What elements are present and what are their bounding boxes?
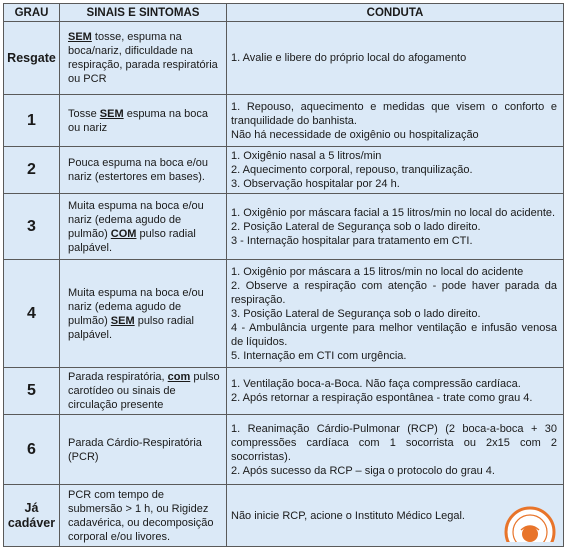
sinais-text: pulso radial palpável.	[68, 227, 196, 254]
table-row	[4, 415, 564, 485]
sinais-text: Tosse	[68, 107, 100, 120]
table-row	[4, 485, 564, 547]
conduta-line: 1. Ventilação boca-a-Boca. Não faça compressão cardíaca.	[231, 378, 521, 390]
conduta-cell	[227, 95, 564, 147]
table-row	[4, 194, 564, 260]
grau-cell: Resgate	[4, 22, 60, 95]
conduta-line: 3. Observação hospitalar por 24 h.	[231, 178, 400, 190]
sinais-text: espuma na boca ou nariz	[68, 107, 209, 134]
conduta-line: 4 - Ambulância urgente para melhor ventilação e infusão venosa de líquidos.	[231, 321, 557, 348]
sinais-cell	[60, 194, 227, 260]
sinais-text: pulso carotídeo ou sinais de circulação presente	[68, 371, 220, 411]
sinais-text: Muita espuma na boca e/ou nariz (edema agudo de pulmão)	[68, 286, 204, 327]
sinais-text: Pouca espuma na boca e/ou nariz (estertores em bases).	[68, 157, 209, 183]
sinais-emphasis: SEM	[68, 31, 92, 43]
conduta-cell	[227, 415, 564, 485]
drowning-classification-table-wrapper	[3, 3, 563, 547]
header-grau: GRAU	[4, 4, 60, 22]
table-row	[4, 95, 564, 147]
conduta-line: 3. Posição Lateral de Segurança sob o lado direito.	[231, 307, 481, 320]
header-conduta: CONDUTA	[227, 4, 564, 22]
grau-cell: Já cadáver	[4, 485, 60, 547]
drowning-classification-table	[3, 3, 564, 547]
conduta-line: 1. Oxigênio por máscara a 15 litros/min no local do acidente	[231, 265, 524, 278]
grau-cell: 3	[4, 194, 60, 260]
conduta-cell	[227, 260, 564, 368]
conduta-line: 2. Após retornar a respiração espontânea - trate como grau 4.	[231, 392, 533, 404]
table-row	[4, 22, 564, 95]
seal-logo-icon	[503, 502, 557, 542]
conduta-line: 2. Aquecimento corporal, repouso, tranquilização.	[231, 164, 473, 176]
sinais-emphasis: SEM	[110, 314, 135, 327]
sinais-cell	[60, 260, 227, 368]
sinais-emphasis: SEM	[99, 107, 124, 120]
conduta-line: Não há necessidade de oxigênio ou hospitalização	[231, 128, 479, 141]
conduta-cell	[227, 147, 564, 194]
sinais-emphasis: com	[167, 371, 191, 383]
sinais-text: Parada respiratória,	[68, 371, 168, 383]
conduta-line: 1. Oxigênio nasal a 5 litros/min	[231, 150, 382, 162]
sinais-emphasis: COM	[110, 227, 137, 240]
sinais-text: Parada Cárdio-Respiratória (PCR)	[68, 436, 202, 463]
sinais-text: PCR com tempo de submersão > 1 h, ou Rigidez cadavérica, ou decomposição corporal e/ou livores.	[68, 488, 214, 543]
table-row	[4, 260, 564, 368]
sinais-text: Muita espuma na boca e/ou nariz (edema agudo de pulmão)	[68, 199, 204, 240]
table-row	[4, 147, 564, 194]
sinais-cell	[60, 415, 227, 485]
sinais-text: tosse, espuma na boca/nariz, dificuldade na respiração, parada respiratória ou PCR	[68, 31, 218, 85]
conduta-line: 2. Posição Lateral de Segurança sob o lado direito.	[231, 220, 481, 233]
sinais-cell	[60, 485, 227, 547]
conduta-line: 2. Observe a respiração com atenção - pode haver parada da respiração.	[231, 279, 557, 306]
sinais-cell	[60, 368, 227, 415]
grau-cell: 2	[4, 147, 60, 194]
sinais-cell	[60, 95, 227, 147]
header-row	[4, 4, 564, 22]
grau-cell: 6	[4, 415, 60, 485]
conduta-line: Não inicie RCP, acione o Instituto Médico Legal.	[231, 509, 465, 522]
conduta-line: 1. Avalie e libere do próprio local do afogamento	[231, 52, 467, 64]
table-row	[4, 368, 564, 415]
conduta-line: 3 - Internação hospitalar para tratamento em CTI.	[231, 234, 473, 247]
conduta-line: 1. Reanimação Cárdio-Pulmonar (RCP) (2 boca-a-boca + 30 compressões cardíaca com 1 socorrista ou 2x15 com 2 socorristas).	[231, 422, 557, 463]
conduta-line: 2. Após sucesso da RCP – siga o protocolo do grau 4.	[231, 464, 495, 477]
sinais-cell	[60, 22, 227, 95]
sinais-text: pulso radial palpável.	[68, 314, 194, 341]
grau-cell: 1	[4, 95, 60, 147]
conduta-line: 1. Oxigênio por máscara facial a 15 litros/min no local do acidente.	[231, 206, 556, 219]
conduta-line: 1. Repouso, aquecimento e medidas que visem o conforto e tranquilidade do banhista.	[231, 100, 557, 127]
conduta-cell	[227, 194, 564, 260]
grau-cell: 4	[4, 260, 60, 368]
grau-cell: 5	[4, 368, 60, 415]
conduta-line: 5. Internação em CTI com urgência.	[231, 349, 407, 362]
conduta-cell	[227, 22, 564, 95]
header-sinais: SINAIS E SINTOMAS	[60, 4, 227, 22]
conduta-cell	[227, 368, 564, 415]
sinais-cell	[60, 147, 227, 194]
